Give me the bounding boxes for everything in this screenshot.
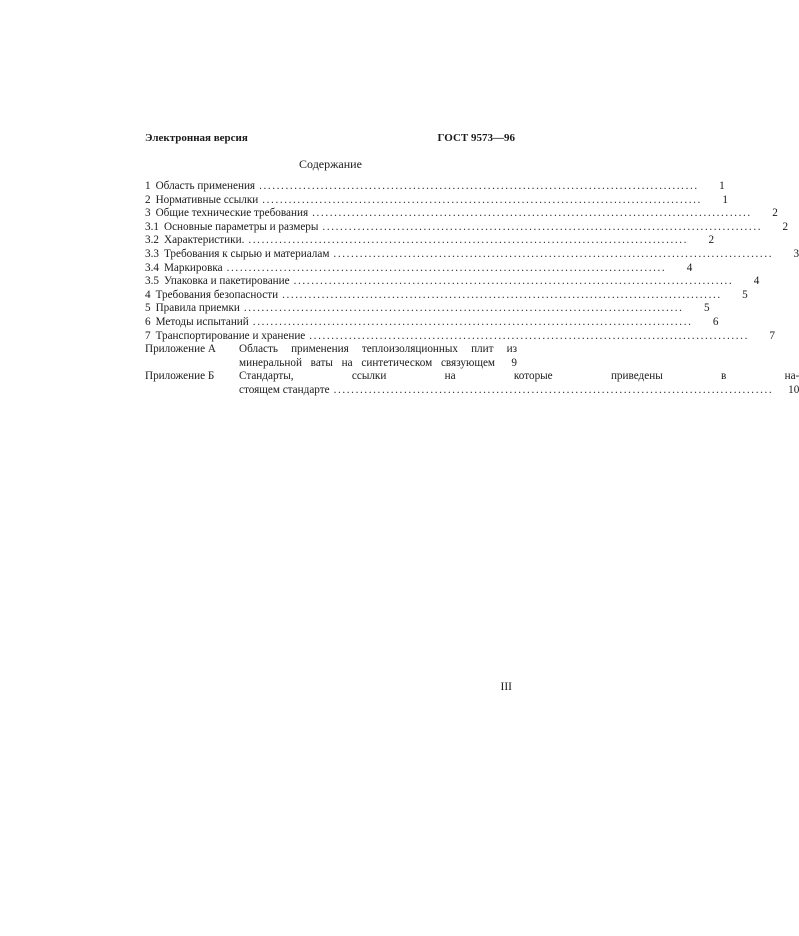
toc-entry-number: 3.5 [145, 275, 159, 288]
toc-entry-title: Нормативные ссылки [155, 193, 259, 206]
toc-entry-title: Правила приемки [155, 302, 240, 315]
toc-title: Содержание [299, 157, 362, 171]
toc-entry-number: 5 [145, 302, 151, 315]
toc-entry[interactable] [145, 275, 760, 289]
toc-entry-page: 5 [703, 302, 710, 315]
toc-entry-title: Требования безопасности [155, 288, 279, 301]
toc-entry[interactable] [145, 193, 728, 208]
dot-leader: .................................................................................................... [262, 193, 702, 206]
toc-entry-number: 1 [145, 180, 151, 192]
dot-leader: .................................................................................................... [259, 180, 699, 192]
toc-entry-page: 6 [712, 315, 719, 328]
toc-entry[interactable] [145, 302, 710, 316]
toc-entry[interactable] [145, 288, 748, 303]
toc-entry-page: 7 [769, 329, 775, 342]
toc-entry[interactable] [145, 180, 725, 194]
toc-entry-page: 4 [753, 275, 760, 288]
dot-leader: .................................................................................................... [226, 261, 667, 274]
toc-entry-number: 2 [145, 193, 151, 206]
dot-leader: .................................................................................................... [282, 288, 722, 301]
toc-entry-title: Требования к сырью и материалам [163, 247, 330, 260]
appendix-label: Приложение Б [145, 370, 215, 383]
dot-leader: .................................................................................................... [322, 220, 763, 233]
toc-entry-title: Транспортирование и хранение [155, 329, 306, 342]
toc-entry-page: 1 [719, 180, 725, 192]
toc-entry-page: 2 [772, 207, 778, 220]
appendix-title-line: Область применения теплоизоляционных плит из [239, 343, 517, 356]
dot-leader: .................................................................................................... [252, 315, 693, 328]
toc-entry-title: Общие технические требования [155, 207, 309, 220]
toc-entry[interactable] [145, 329, 775, 344]
toc-entry[interactable] [145, 207, 778, 221]
toc-appendix-a[interactable] [145, 343, 517, 370]
dot-leader: .................................................................................................... [309, 329, 749, 342]
toc-entry-title: Область применения [155, 180, 256, 192]
toc-entry[interactable] [145, 234, 715, 248]
toc-entry-number: 3.2 [145, 234, 159, 247]
dot-leader: .................................................................................................... [243, 302, 684, 315]
appendix-title-line: минеральной ваты на синтетическом связующем [239, 356, 495, 369]
toc-entry-page: 2 [708, 234, 715, 247]
toc-entry-page: 5 [742, 288, 748, 301]
appendix-label: Приложение А [145, 343, 216, 356]
header-version-label: Электронная версия [145, 132, 248, 144]
toc-entry-number: 7 [145, 329, 151, 342]
toc-entry-page: 10 [788, 383, 799, 396]
toc-entry[interactable] [145, 261, 693, 276]
toc-entry-number: 3 [145, 207, 151, 220]
toc-entry-title: Характеристики. [163, 234, 245, 247]
toc-entry-title: Методы испытаний [155, 315, 249, 328]
dot-leader: .................................................................................................... [293, 275, 734, 288]
toc-entry-number: 6 [145, 315, 151, 328]
dot-leader: .................................................................................................... [248, 234, 689, 247]
toc-entry[interactable] [145, 315, 719, 330]
toc-entry[interactable] [145, 247, 799, 262]
toc-entry-page: 3 [793, 247, 799, 260]
toc-entry-page: 9 [511, 356, 517, 369]
dot-leader: .................................................................................................... [333, 383, 774, 396]
toc-entry-title: Упаковка и пакетирование [163, 275, 290, 288]
appendix-title-line: стоящем стандарте [239, 383, 330, 396]
toc-entry-title: Маркировка [163, 261, 223, 274]
toc-entry-title: Основные параметры и размеры [163, 220, 319, 233]
toc-entry-number: 4 [145, 288, 151, 301]
toc-entry-number: 3.4 [145, 261, 159, 274]
toc-entry-number: 3.3 [145, 247, 159, 260]
header-standard-code: ГОСТ 9573—96 [437, 132, 515, 144]
dot-leader: .................................................................................................... [333, 247, 774, 260]
toc-appendix-b[interactable] [145, 370, 799, 397]
toc-entry-page: 4 [686, 261, 693, 274]
appendix-title-line: Стандарты, ссылки на которые приведены в на- [239, 370, 799, 383]
table-of-contents [145, 180, 799, 398]
dot-leader: .................................................................................................... [312, 207, 752, 220]
toc-entry-page: 2 [782, 220, 789, 233]
toc-entry-page: 1 [722, 193, 728, 206]
page-number: III [500, 681, 512, 693]
toc-entry[interactable] [145, 220, 789, 235]
toc-entry-number: 3.1 [145, 220, 159, 233]
